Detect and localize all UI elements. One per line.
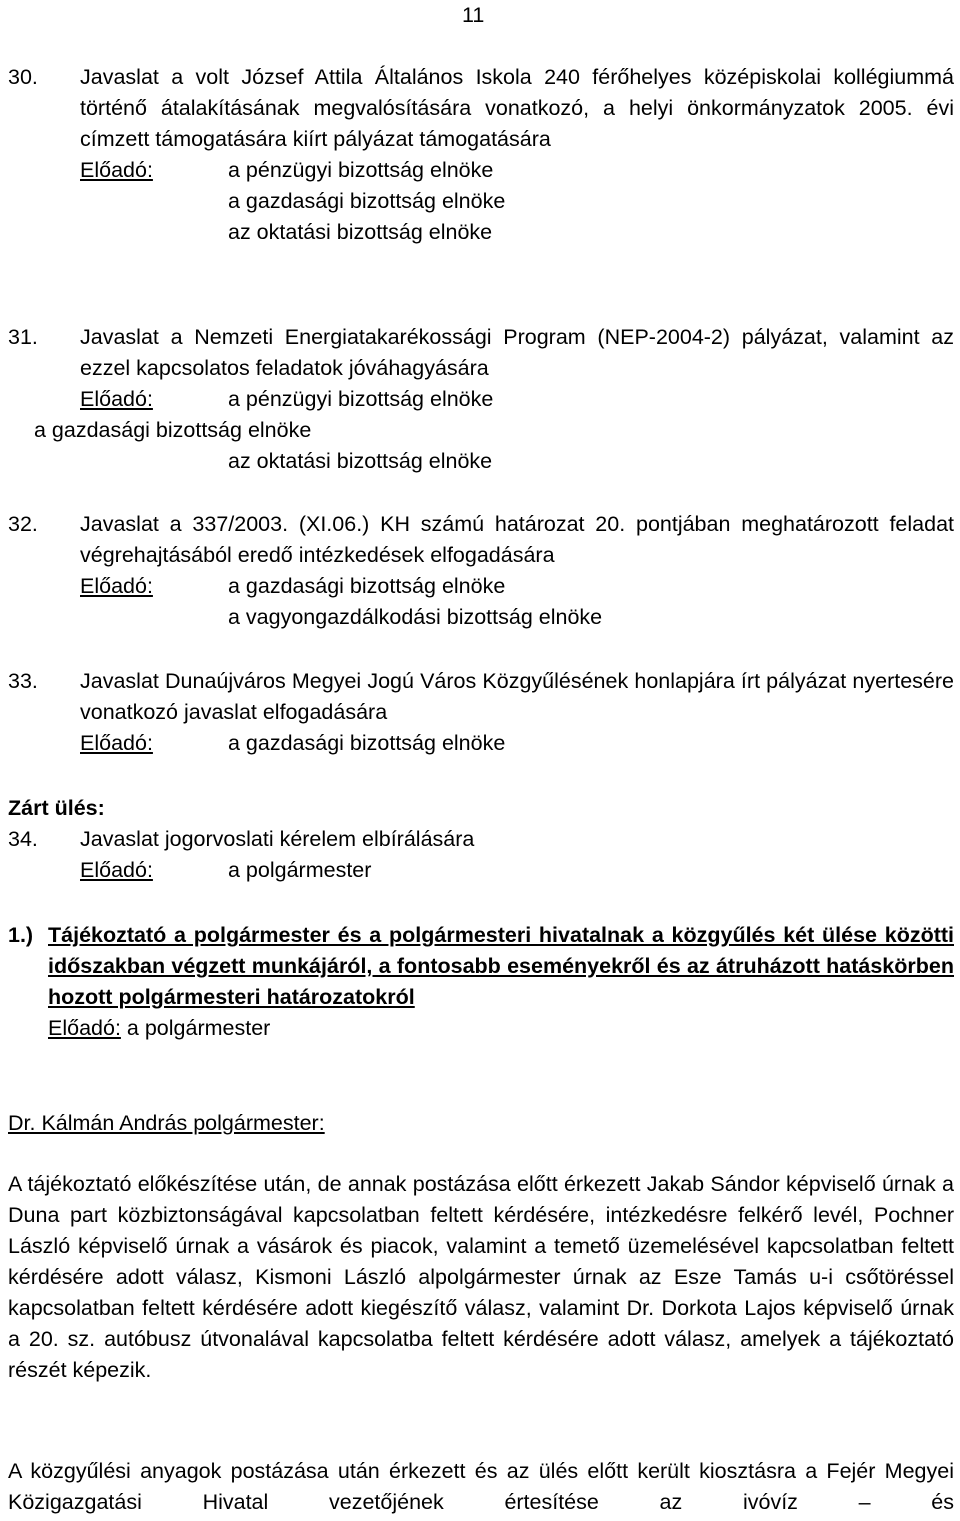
presenter-label: Előadó: bbox=[48, 1016, 121, 1040]
agenda-item-30 bbox=[8, 62, 954, 248]
presenter-label: Előadó: bbox=[80, 158, 153, 182]
item-number: 32. bbox=[8, 512, 38, 536]
body-paragraph: A közgyűlési anyagok postázása után érkezett és az ülés előtt került kiosztásra a Fejér Megyei Közigazgatási Hivatal vezetőjének értesítése az ivóvíz – és bbox=[8, 1459, 954, 1514]
item-number: 34. bbox=[8, 827, 38, 851]
presenter: az oktatási bizottság elnöke bbox=[228, 449, 493, 473]
presenter: az oktatási bizottság elnöke bbox=[228, 220, 493, 244]
presenter-row bbox=[8, 571, 954, 602]
presenter-row bbox=[8, 415, 954, 446]
page-number: 11 bbox=[462, 3, 485, 27]
presenter-row bbox=[8, 602, 954, 633]
agenda-point-1 bbox=[8, 920, 954, 1044]
presenter: a gazdasági bizottság elnöke bbox=[228, 731, 506, 755]
presenter: a pénzügyi bizottság elnöke bbox=[228, 158, 494, 182]
closed-session-heading: Zárt ülés: bbox=[8, 796, 105, 820]
agenda-item-34 bbox=[8, 824, 954, 886]
agenda-point-number: 1.) bbox=[8, 923, 34, 947]
item-text: Javaslat a 337/2003. (XI.06.) KH számú határozat 20. pontjában meghatározott feladat végrehajtásából eredő intézkedések elfogadására bbox=[80, 512, 954, 567]
presenter-label: Előadó: bbox=[80, 387, 153, 411]
item-number: 30. bbox=[8, 65, 38, 89]
presenter: a polgármester bbox=[126, 1016, 271, 1040]
agenda-point-title: Tájékoztató a polgármester és a polgármesteri hivatalnak a közgyűlés két ülése közötti időszakban végzett munkájáról, a fontosabb eseményekről és az átruházott hatáskörben hozott polgármesteri határozatokról bbox=[48, 923, 954, 1009]
presenter-row bbox=[8, 446, 954, 477]
presenter-row bbox=[8, 186, 954, 217]
agenda-item-32 bbox=[8, 509, 954, 633]
presenter-label: Előadó: bbox=[80, 858, 153, 882]
presenter: a pénzügyi bizottság elnöke bbox=[228, 387, 494, 411]
agenda-item-31 bbox=[8, 322, 954, 477]
speaker-heading: Dr. Kálmán András polgármester: bbox=[8, 1111, 325, 1135]
item-number: 31. bbox=[8, 325, 38, 349]
presenter-row bbox=[8, 155, 954, 186]
body-paragraph: A tájékoztató előkészítése után, de annak postázása előtt érkezett Jakab Sándor képviselő úrnak a Duna part közbiztonságával kapcsolatban feltett kérdésére, intézkedésre felkérő levél, Pochner László képviselő úrnak a vásárok és piacok, valamint a temető üzemelésével kapcsolatban feltett kérdésére adott válasz, Kismoni László alpolgármester úrnak az Esze Tamás u-i csőtöréssel kapcsolatban feltett kérdésére adott kiegészítő válasz, valamint Dr. Dorkota Lajos képviselő úrnak a 20. sz. autóbusz útvonalával kapcsolatba feltett kérdésére adott válasz, amelyek a tájékoztató részét képezik. bbox=[8, 1172, 954, 1382]
presenter-row bbox=[8, 855, 954, 886]
presenter: a gazdasági bizottság elnöke bbox=[228, 189, 506, 213]
presenter: a vagyongazdálkodási bizottság elnöke bbox=[228, 605, 603, 629]
presenter-label: Előadó: bbox=[80, 731, 153, 755]
item-text: Javaslat jogorvoslati kérelem elbírálására bbox=[80, 827, 475, 851]
presenter-row bbox=[48, 1013, 954, 1044]
item-text: Javaslat Dunaújváros Megyei Jogú Város Közgyűlésének honlapjára írt pályázat nyertesére vonatkozó javaslat elfogadására bbox=[80, 669, 954, 724]
item-number: 33. bbox=[8, 669, 38, 693]
presenter-label: Előadó: bbox=[80, 574, 153, 598]
presenter-row bbox=[8, 384, 954, 415]
item-text: Javaslat a volt József Attila Általános Iskola 240 férőhelyes középiskolai kollégiummá történő átalakításának megvalósítására vonatkozó, a helyi önkormányzatok 2005. évi címzett támogatására kiírt pályázat támogatására bbox=[80, 65, 954, 151]
presenter-row bbox=[8, 728, 954, 759]
presenter: a gazdasági bizottság elnöke bbox=[34, 418, 312, 442]
agenda-item-33 bbox=[8, 666, 954, 759]
item-text: Javaslat a Nemzeti Energiatakarékossági Program (NEP-2004-2) pályázat, valamint az ezzel kapcsolatos feladatok jóváhagyására bbox=[80, 325, 954, 380]
presenter-row bbox=[8, 217, 954, 248]
presenter: a polgármester bbox=[228, 858, 372, 882]
presenter: a gazdasági bizottság elnöke bbox=[228, 574, 506, 598]
